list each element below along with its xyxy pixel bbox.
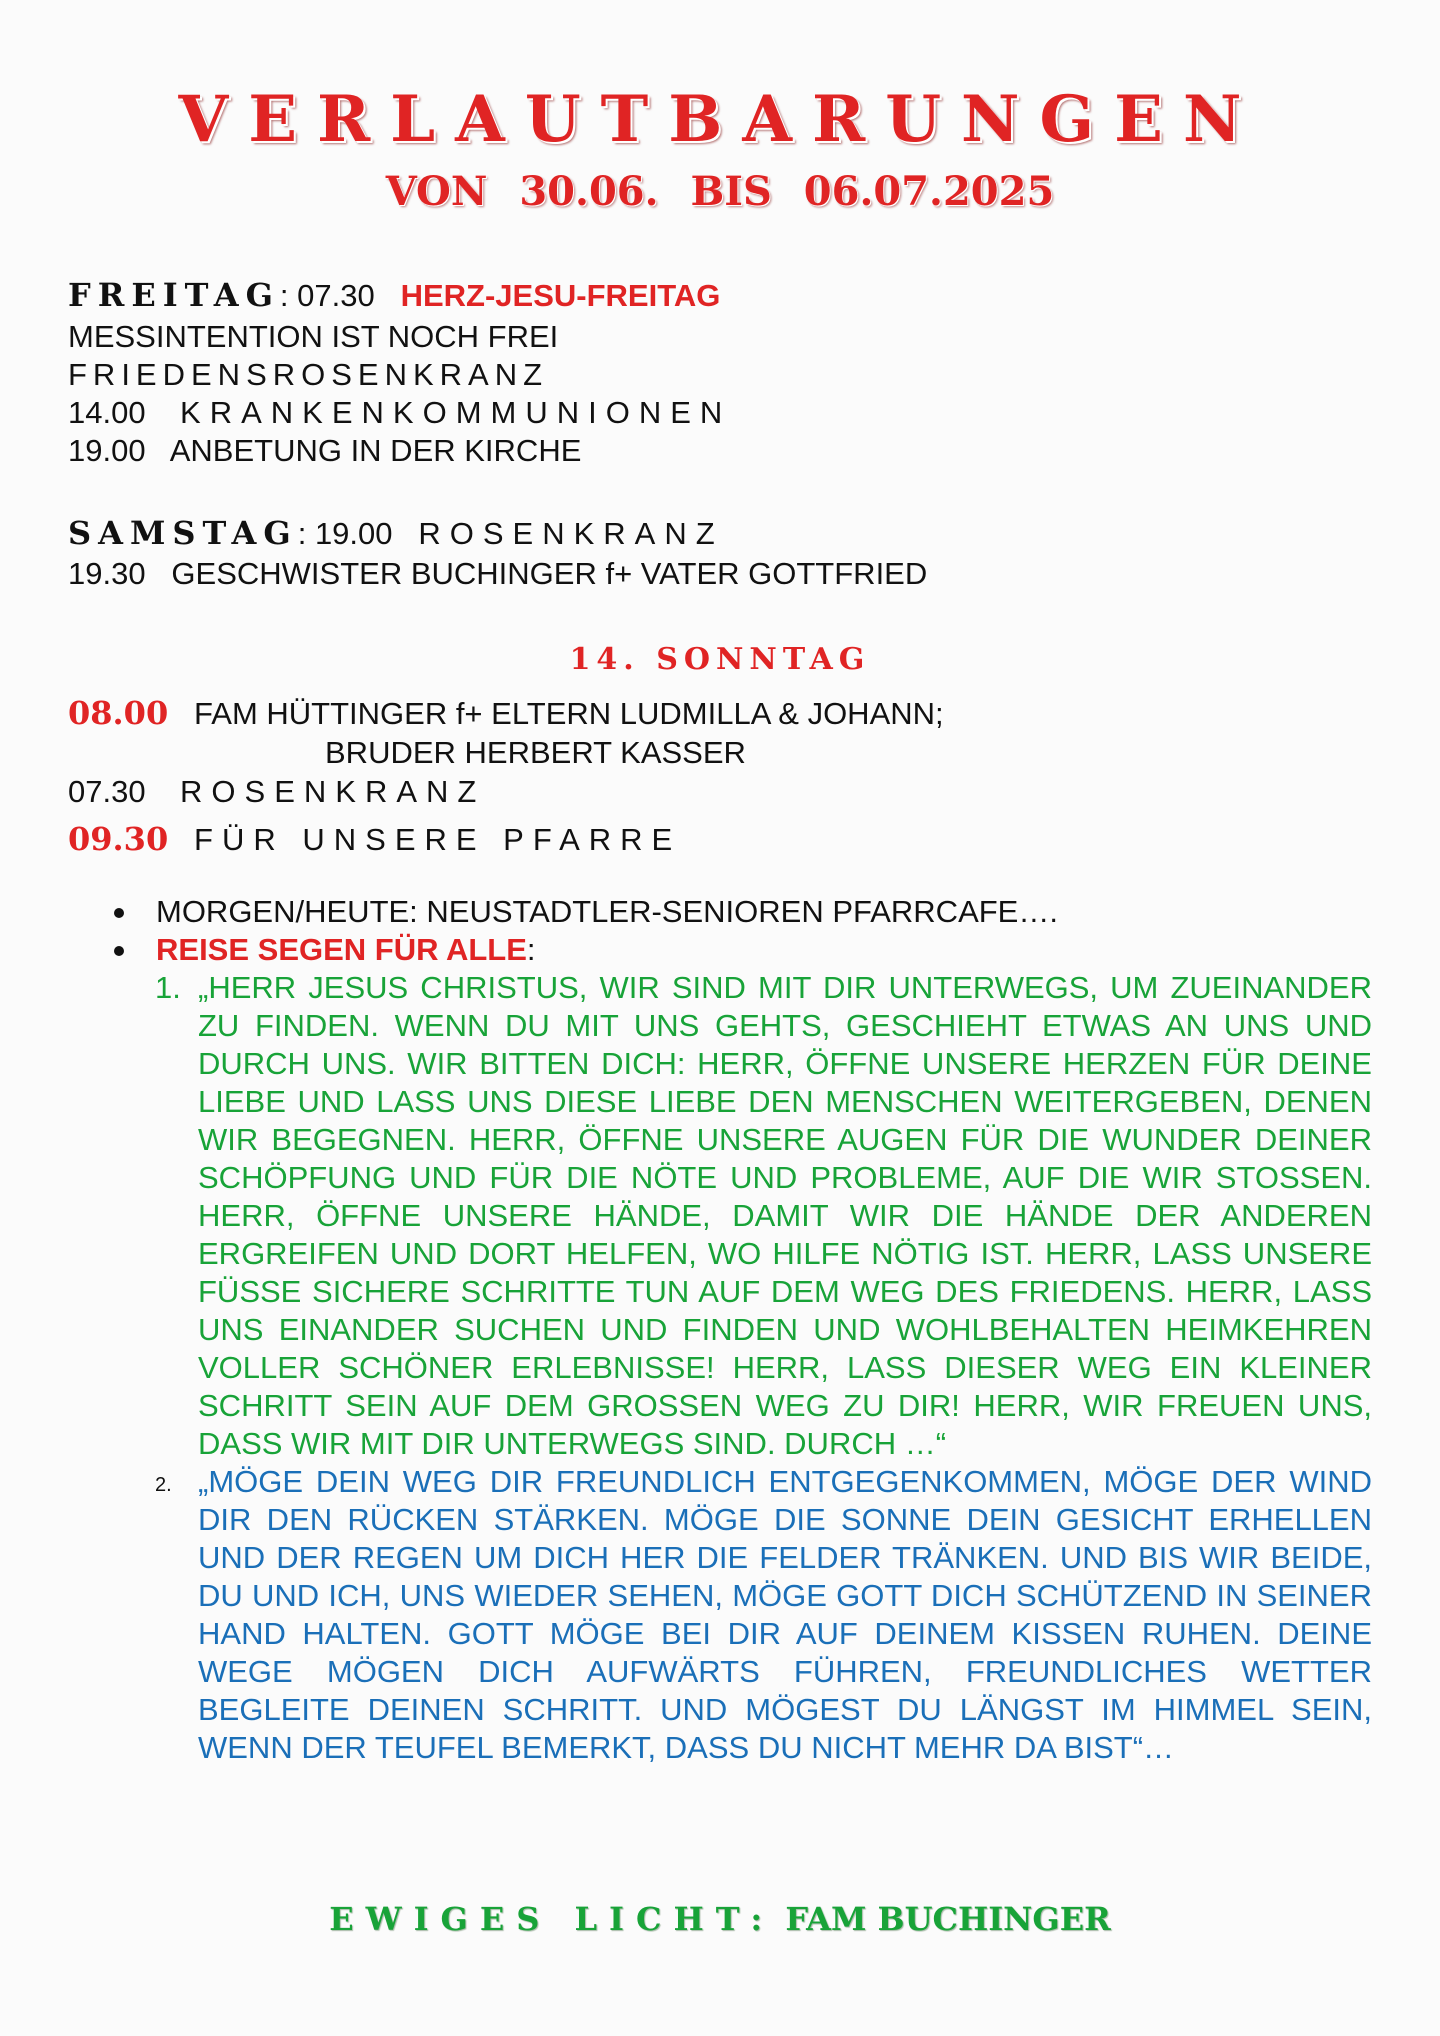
saturday-header bbox=[68, 514, 724, 553]
entry-time: 14.00 bbox=[68, 395, 146, 430]
blessing-colon: : bbox=[526, 932, 536, 967]
eternal-light-label: EWIGES LICHT: bbox=[329, 1900, 775, 1938]
notice-cafe: MORGEN/HEUTE: NEUSTADTLER-SENIOREN PFARRCAFE…. bbox=[110, 893, 1372, 931]
friday-time: 07.30 bbox=[297, 278, 375, 313]
saturday-text: ROSENKRANZ bbox=[418, 516, 724, 551]
prayer-number: 2. bbox=[155, 1474, 172, 1496]
saturday-time: 19.00 bbox=[314, 516, 393, 551]
entry-text: GESCHWISTER BUCHINGER f+ VATER GOTTFRIED bbox=[171, 556, 928, 591]
entry-text: FÜR UNSERE PFARRE bbox=[194, 822, 682, 857]
friday-entry-adoration bbox=[68, 432, 581, 470]
prayer-2 bbox=[110, 1463, 1372, 1767]
prayer-number: 1. bbox=[155, 970, 181, 1005]
sunday-entry-0800 bbox=[68, 694, 944, 733]
page-title: VERLAUTBARUNGEN bbox=[178, 82, 1262, 157]
prayer-1 bbox=[110, 969, 1372, 1463]
friday-colon: : bbox=[279, 278, 289, 313]
sunday-title: 14. SONNTAG bbox=[569, 642, 871, 677]
friday-label: FREITAG bbox=[68, 276, 280, 314]
eternal-light-footer bbox=[0, 1900, 1440, 1938]
entry-text: ANBETUNG IN DER KIRCHE bbox=[169, 433, 582, 468]
sunday-entry-0930 bbox=[68, 820, 681, 859]
prayer-text: „MÖGE DEIN WEG DIR FREUNDLICH ENTGEGENKOMMEN, MÖGE DER WIND DIR DEN RÜCKEN STÄRKEN. MÖGE DIE SONNE DEIN GESICHT ERHELLEN UND DER REGEN UM DICH HER DIE FELDER TRÄNKEN. UND BIS WIR BEIDE, DU UND ICH, UNS WIEDER SEHEN, MÖGE GOTT DICH SCHÜTZEND IN SEINER HAND HALTEN. GOTT MÖGE BEI DIR AUF DEINEM KISSEN RUHEN. DEINE WEGE MÖGEN DICH AUFWÄRTS FÜHREN, FREUNDLICHES WETTER BEGLEITE DEINEN SCHRITT. UND MÖGEST DU LÄNGST IM HIMMEL SEIN, WENN DER TEUFEL BEMERKT, DASS DU NICHT MEHR DA BIST“… bbox=[198, 1464, 1372, 1765]
sunday-entry-0730 bbox=[68, 773, 485, 811]
date-range: VON 30.06. BIS 06.07.2025 bbox=[385, 168, 1055, 215]
friday-line-intention: MESSINTENTION IST NOCH FREI bbox=[68, 319, 559, 354]
friday-entry-communion bbox=[68, 394, 731, 432]
eternal-light-name: FAM BUCHINGER bbox=[785, 1900, 1111, 1938]
friday-line-rosary: FRIEDENSROSENKRANZ bbox=[68, 357, 549, 392]
entry-text: FAM HÜTTINGER f+ ELTERN LUDMILLA & JOHANN; bbox=[194, 696, 944, 731]
entry-text: ROSENKRANZ bbox=[180, 774, 486, 809]
friday-highlight: HERZ-JESU-FREITAG bbox=[400, 278, 721, 313]
sunday-entry-0800-continuation: BRUDER HERBERT KASSER bbox=[325, 735, 746, 770]
prayer-text: „HERR JESUS CHRISTUS, WIR SIND MIT DIR UNTERWEGS, UM ZUEINANDER ZU FINDEN. WENN DU MIT UNS GEHTS, GESCHIEHT ETWAS AN UNS UND DURCH UNS. WIR BITTEN DICH: HERR, ÖFFNE UNSERE HERZEN FÜR DEINE LIEBE UND LASS UNS DIESE LIEBE DEN MENSCHEN WEITERGEBEN, DENEN WIR BEGEGNEN. HERR, ÖFFNE UNSERE AUGEN FÜR DIE WUNDER DEINER SCHÖPFUNG UND FÜR DIE NÖTE UND PROBLEME, AUF DIE WIR STOSSEN. HERR, ÖFFNE UNSERE HÄNDE, DAMIT WIR DIE HÄNDE DER ANDEREN ERGREIFEN UND DORT HELFEN, WO HILFE NÖTIG IST. HERR, LASS UNSERE FÜSSE SICHERE SCHRITTE TUN AUF DEM WEG DES FRIEDENS. HERR, LASS UNS EINANDER SUCHEN UND FINDEN UND WOHLBEHALTEN HEIMKEHREN VOLLER SCHÖNER ERLEBNISSE! HERR, LASS DIESER WEG EIN KLEINER SCHRITT SEIN AUF DEM GROSSEN WEG ZU DIR! HERR, WIR FREUEN UNS, DASS WIR MIT DIR UNTERWEGS SIND. DURCH …“ bbox=[198, 970, 1372, 1461]
notices-list bbox=[110, 893, 1372, 1767]
entry-time: 07.30 bbox=[68, 774, 146, 809]
friday-header bbox=[68, 276, 720, 315]
saturday-label: SAMSTAG bbox=[68, 514, 298, 552]
entry-time: 09.30 bbox=[68, 820, 169, 858]
entry-time: 19.00 bbox=[68, 433, 146, 468]
notice-blessing bbox=[110, 931, 1372, 969]
saturday-entry-mass bbox=[68, 555, 927, 593]
blessing-label: REISE SEGEN FÜR ALLE bbox=[156, 932, 527, 967]
entry-time: 08.00 bbox=[68, 694, 169, 732]
saturday-colon: : bbox=[297, 516, 307, 551]
entry-time: 19.30 bbox=[68, 556, 146, 591]
entry-text: KRANKENKOMMUNIONEN bbox=[180, 395, 732, 430]
